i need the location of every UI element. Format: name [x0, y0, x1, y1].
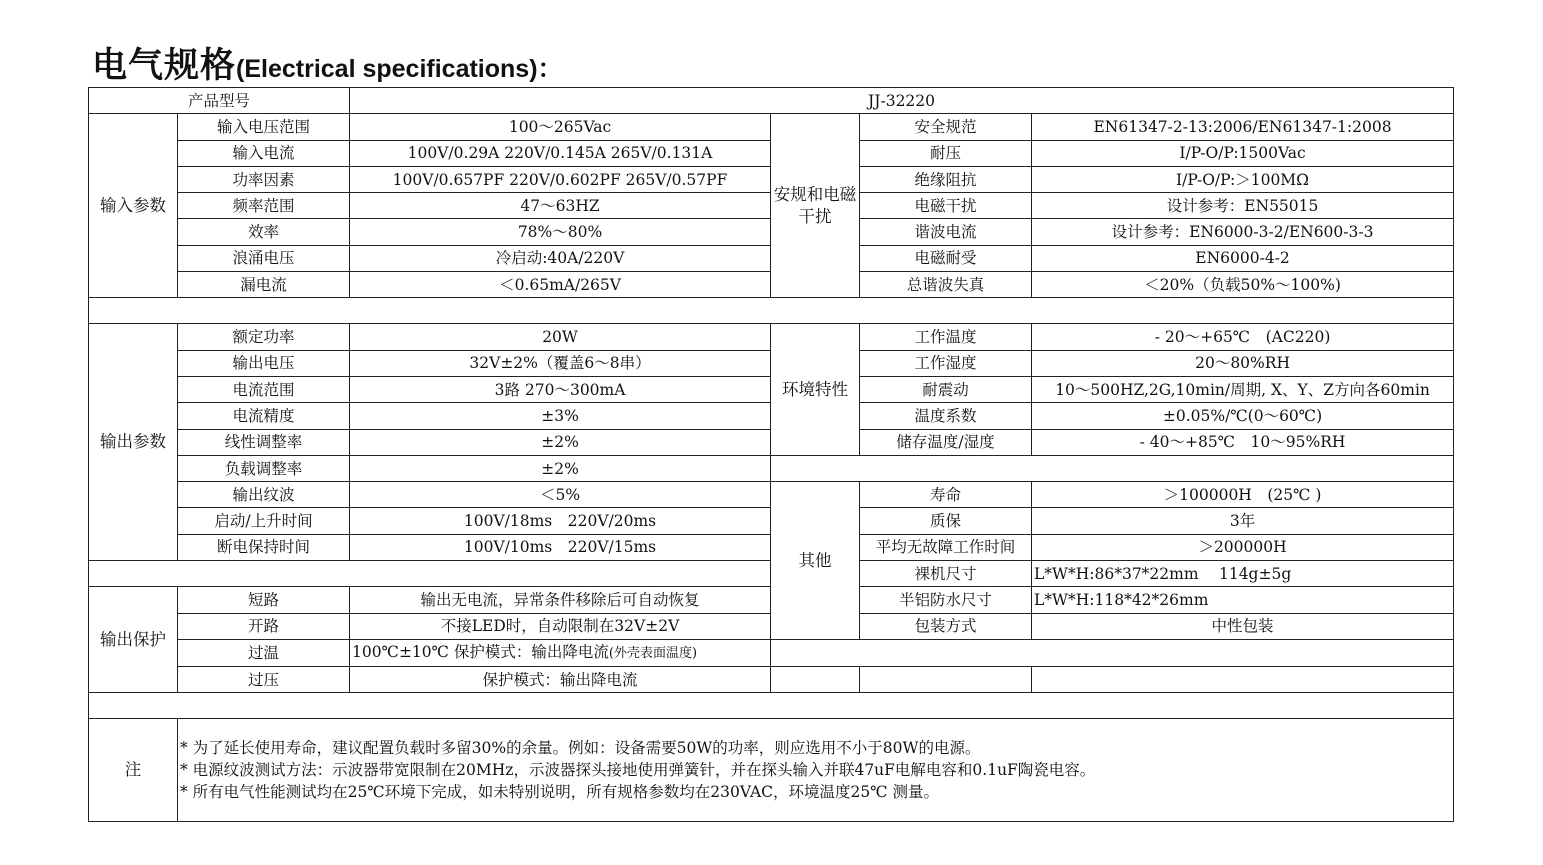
- output-value: 20W: [350, 324, 771, 350]
- protection-label: 短路: [178, 587, 350, 613]
- other-label: 寿命: [860, 482, 1032, 508]
- input-label: 效率: [178, 219, 350, 245]
- table-row: [89, 324, 1454, 350]
- empty-cell: [860, 666, 1032, 692]
- output-value: ±3%: [350, 403, 771, 429]
- protection-value: 不接LED时，自动限制在32V±2V: [350, 613, 771, 639]
- spacer-row: [89, 298, 1454, 324]
- other-label: 质保: [860, 508, 1032, 534]
- input-label: 功率因素: [178, 166, 350, 192]
- output-value: ＜5%: [350, 482, 771, 508]
- environment-value: ±0.05%/℃(0～60℃): [1032, 403, 1454, 429]
- output-value: ±2%: [350, 455, 771, 481]
- other-value: L*W*H:118*42*26mm: [1032, 587, 1454, 613]
- output-value: 32V±2%（覆盖6～8串）: [350, 350, 771, 376]
- output-label: 断电保持时间: [178, 534, 350, 560]
- safety-value: ＜20%（负载50%～100%): [1032, 272, 1454, 298]
- environment-label: 储存温度/湿度: [860, 429, 1032, 455]
- output-value: ±2%: [350, 429, 771, 455]
- safety-value: 设计参考：EN55015: [1032, 193, 1454, 219]
- other-label: 裸机尺寸: [860, 561, 1032, 587]
- environment-value: 10～500HZ,2G,10min/周期, X、Y、Z方向各60min: [1032, 376, 1454, 402]
- table-row: [89, 666, 1454, 692]
- note-line: * 所有电气性能测试均在25℃环境下完成，如未特别说明，所有规格参数均在230VAC，环境温度25℃ 测量。: [180, 783, 940, 802]
- table-row: [89, 114, 1454, 140]
- model-value: JJ-32220: [350, 88, 1454, 114]
- output-label: 电流范围: [178, 376, 350, 402]
- empty-cell: [771, 639, 1454, 666]
- protection-group-label: 输出保护: [89, 587, 178, 693]
- input-value: 100～265Vac: [350, 114, 771, 140]
- output-label: 负载调整率: [178, 455, 350, 481]
- note-line: * 为了延长使用寿命，建议配置负载时多留30%的余量。例如：设备需要50W的功率，则应选用不小于80W的电源。: [180, 739, 981, 758]
- other-label: 平均无故障工作时间: [860, 534, 1032, 560]
- input-label: 浪涌电压: [178, 245, 350, 271]
- output-label: 输出纹波: [178, 482, 350, 508]
- environment-label: 温度系数: [860, 403, 1032, 429]
- other-group-label: 其他: [771, 482, 860, 640]
- empty-cell: [771, 455, 1454, 481]
- input-value: 100V/0.29A 220V/0.145A 265V/0.131A: [350, 140, 771, 166]
- safety-value: I/P-O/P:＞100MΩ: [1032, 166, 1454, 192]
- other-label: 半铝防水尺寸: [860, 587, 1032, 613]
- protection-value: 输出无电流，异常条件移除后可自动恢复: [350, 587, 771, 613]
- other-label: 包装方式: [860, 613, 1032, 639]
- protection-value-overtemp: [350, 639, 771, 666]
- page-title: [92, 38, 563, 86]
- output-value: 3路 270～300mA: [350, 376, 771, 402]
- input-value: ＜0.65mA/265V: [350, 272, 771, 298]
- title-colon: ：: [537, 54, 563, 83]
- input-value: 47～63HZ: [350, 193, 771, 219]
- protection-label: 过温: [178, 639, 350, 666]
- protection-value: 保护模式：输出降电流: [350, 666, 771, 692]
- output-label: 输出电压: [178, 350, 350, 376]
- safety-label: 绝缘阻抗: [860, 166, 1032, 192]
- output-label: 额定功率: [178, 324, 350, 350]
- other-value: ＞100000H (25℃ ): [1032, 482, 1454, 508]
- table-row: [89, 719, 1454, 822]
- safety-label: 电磁耐受: [860, 245, 1032, 271]
- input-value: 100V/0.657PF 220V/0.602PF 265V/0.57PF: [350, 166, 771, 192]
- input-label: 输入电流: [178, 140, 350, 166]
- spacer-row: [89, 693, 1454, 719]
- output-group-label: 输出参数: [89, 324, 178, 561]
- safety-value: I/P-O/P:1500Vac: [1032, 140, 1454, 166]
- note-line: * 电源纹波测试方法：示波器带宽限制在20MHz，示波器探头接地使用弹簧针，并在探头输入并联47uF电解电容和0.1uF陶瓷电容。: [180, 761, 1096, 780]
- input-value: 冷启动:40A/220V: [350, 245, 771, 271]
- other-value: L*W*H:86*37*22mm 114g±5g: [1032, 561, 1454, 587]
- spacer-cell: [89, 298, 1454, 324]
- safety-label: 电磁干扰: [860, 193, 1032, 219]
- overtemp-text: 100℃±10℃ 保护模式：输出降电流: [352, 642, 609, 661]
- empty-cell: [89, 561, 771, 587]
- model-label: 产品型号: [89, 88, 350, 114]
- safety-value: EN61347-2-13:2006/EN61347-1:2008: [1032, 114, 1454, 140]
- input-group-label: 输入参数: [89, 114, 178, 298]
- safety-label: 总谐波失真: [860, 272, 1032, 298]
- output-label: 线性调整率: [178, 429, 350, 455]
- output-label: 电流精度: [178, 403, 350, 429]
- environment-value: - 40～+85℃ 10～95%RH: [1032, 429, 1454, 455]
- protection-label: 开路: [178, 613, 350, 639]
- safety-label: 安全规范: [860, 114, 1032, 140]
- safety-group-label: 安规和电磁干扰: [771, 114, 860, 298]
- input-label: 漏电流: [178, 272, 350, 298]
- environment-value: - 20～+65℃ (AC220): [1032, 324, 1454, 350]
- spacer-cell: [89, 693, 1454, 719]
- safety-value: 设计参考：EN6000-3-2/EN600-3-3: [1032, 219, 1454, 245]
- output-value: 100V/10ms 220V/15ms: [350, 534, 771, 560]
- environment-label: 工作温度: [860, 324, 1032, 350]
- spec-table: [88, 87, 1454, 822]
- notes-label: 注: [89, 719, 178, 822]
- environment-label: 耐震动: [860, 376, 1032, 402]
- table-row: [89, 482, 1454, 508]
- environment-value: 20～80%RH: [1032, 350, 1454, 376]
- input-label: 输入电压范围: [178, 114, 350, 140]
- other-value: ＞200000H: [1032, 534, 1454, 560]
- output-value: 100V/18ms 220V/20ms: [350, 508, 771, 534]
- title-en: (Electrical specifications): [236, 55, 538, 83]
- environment-label: 工作湿度: [860, 350, 1032, 376]
- title-zh: 电气规格: [92, 46, 237, 86]
- environment-group-label: 环境特性: [771, 324, 860, 455]
- table-row: [89, 88, 1454, 114]
- table-row: [89, 455, 1454, 481]
- table-row: [89, 639, 1454, 666]
- input-label: 频率范围: [178, 193, 350, 219]
- other-value: 3年: [1032, 508, 1454, 534]
- protection-label: 过压: [178, 666, 350, 692]
- empty-cell: [771, 666, 860, 692]
- overtemp-note: (外壳表面温度): [608, 645, 698, 661]
- other-value: 中性包装: [1032, 613, 1454, 639]
- output-label: 启动/上升时间: [178, 508, 350, 534]
- empty-cell: [1032, 666, 1454, 692]
- safety-label: 耐压: [860, 140, 1032, 166]
- notes-content: [178, 719, 1454, 822]
- safety-label: 谐波电流: [860, 219, 1032, 245]
- safety-value: EN6000-4-2: [1032, 245, 1454, 271]
- input-value: 78%～80%: [350, 219, 771, 245]
